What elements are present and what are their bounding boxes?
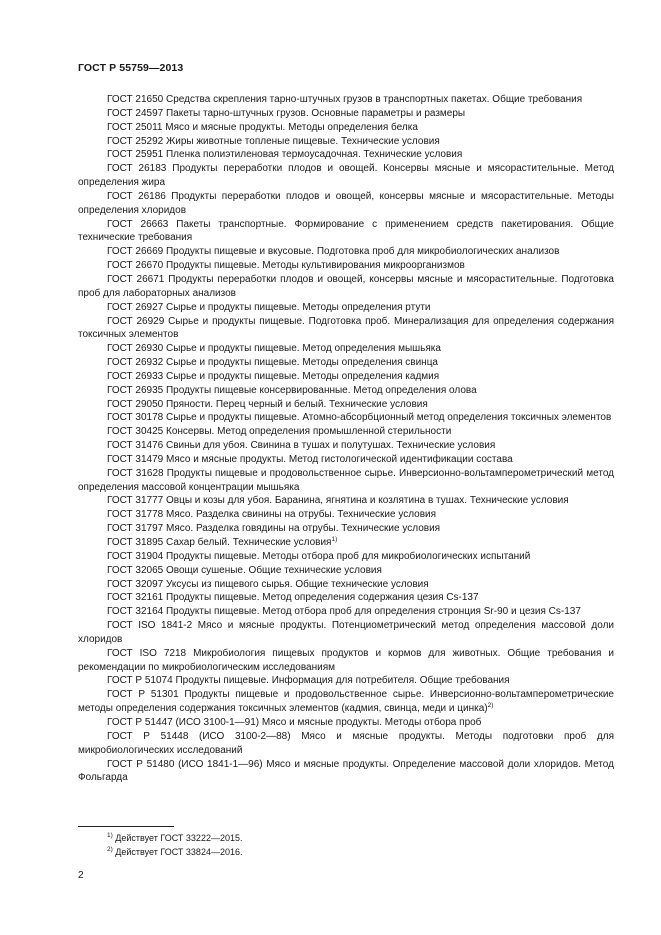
page-number: 2 — [78, 870, 84, 881]
footnote-marker: 2) — [487, 702, 494, 710]
reference-entry-with-footnote — [78, 536, 614, 550]
reference-entry: ГОСТ 31797 Мясо. Разделка говядины на отрубы. Технические условия — [107, 523, 441, 535]
reference-entry: ГОСТ 26929 Сырье и продукты пищевые. Подготовка проб. Минерализация для определения содержания токсичных элементов — [78, 315, 614, 341]
document-code: ГОСТ Р 55759—2013 — [78, 62, 184, 74]
reference-entry: ГОСТ 25951 Пленка полиэтиленовая термоусадочная. Технические условия — [107, 149, 463, 161]
reference-text: ГОСТ Р 51301 Продукты пищевые и продовольственное сырье. Инверсионно-вольтамперометрические методы определения содержания токсичных элементов (кадмия, свинца, меди и цинка) — [78, 689, 614, 715]
reference-entry: ГОСТ 32161 Продукты пищевые. Метод определения содержания цезия Cs-137 — [107, 592, 479, 604]
reference-text: ГОСТ 31895 Сахар белый. Технические условия — [107, 537, 332, 548]
footnotes — [107, 831, 507, 859]
reference-entry: ГОСТ Р 51480 (ИСО 1841-1—96) Мясо и мясные продукты. Определение массовой доли хлоридов. Метод Фольгарда — [78, 758, 614, 784]
reference-entry: ГОСТ 26669 Продукты пищевые и вкусовые. Подготовка проб для микробиологических анализов — [107, 246, 560, 258]
reference-entry: ГОСТ Р 51448 (ИСО 3100-2—88) Мясо и мясные продукты. Методы подготовки проб для микробиологических исследований — [78, 730, 614, 756]
reference-entry: ГОСТ 26930 Сырье и продукты пищевые. Метод определения мышьяка — [107, 343, 441, 355]
reference-entry: ГОСТ 31479 Мясо и мясные продукты. Метод гистологической идентификации состава — [107, 453, 513, 465]
reference-entry: ГОСТ 25292 Жиры животные топленые пищевые. Технические условия — [107, 135, 440, 147]
reference-entry: ГОСТ 24597 Пакеты тарно-штучных грузов. Основные параметры и размеры — [107, 107, 466, 119]
reference-entry: ГОСТ 26183 Продукты переработки плодов и овощей. Консервы мясные и мясорастительные. Метод определения жира — [78, 163, 614, 189]
reference-entry: ГОСТ 30178 Сырье и продукты пищевые. Атомно-абсорбционный метод определения токсичных элементов — [107, 412, 612, 424]
reference-entry: ГОСТ 32065 Овощи сушеные. Общие технические условия — [107, 564, 382, 576]
reference-entry: ГОСТ 26932 Сырье и продукты пищевые. Методы определения свинца — [107, 357, 438, 369]
reference-entry: ГОСТ 31476 Свиньи для убоя. Свинина в тушах и полутушах. Технические условия — [107, 440, 496, 452]
reference-entry: ГОСТ 32097 Уксусы из пищевого сырья. Общие технические условия — [107, 578, 429, 590]
footnote-text: Действует ГОСТ 33222—2015. — [115, 833, 243, 843]
reference-entry: ГОСТ 26933 Сырье и продукты пищевые. Методы определения кадмия — [107, 370, 440, 382]
reference-entry: ГОСТ 26663 Пакеты транспортные. Формирование с применением средств пакетирования. Общие технические требования — [78, 218, 614, 244]
footnote-marker: 1) — [107, 832, 113, 839]
reference-entry-with-footnote — [78, 688, 614, 716]
reference-entry: ГОСТ 25011 Мясо и мясные продукты. Методы определения белка — [107, 121, 418, 133]
reference-entry: ГОСТ 30425 Консервы. Метод определения промышленной стерильности — [107, 426, 452, 438]
footnote-separator — [78, 826, 174, 827]
reference-entry: ГОСТ 26186 Продукты переработки плодов и овощей, консервы мясные и мясорастительные. Методы определения хлоридов — [78, 190, 614, 216]
reference-entry: ГОСТ 31777 Овцы и козы для убоя. Баранина, ягнятина и козлятина в тушах. Технические условия — [107, 495, 569, 507]
footnote-1 — [107, 831, 507, 845]
reference-entry: ГОСТ 31778 Мясо. Разделка свинины на отрубы. Технические условия — [107, 509, 437, 521]
reference-entry: ГОСТ 21650 Средства скрепления тарно-штучных грузов в транспортных пакетах. Общие требования — [107, 94, 583, 105]
reference-entry: ГОСТ 26670 Продукты пищевые. Методы культивирования микроорганизмов — [107, 260, 465, 272]
reference-entry: ГОСТ 31628 Продукты пищевые и продовольственное сырье. Инверсионно-вольтамперометрический метод определения массовой концентрации мышьяка — [78, 467, 614, 493]
footnote-marker: 2) — [107, 846, 113, 853]
footnote-2 — [107, 845, 507, 859]
reference-entry: ГОСТ Р 51074 Продукты пищевые. Информация для потребителя. Общие требования — [107, 675, 510, 687]
reference-entry: ГОСТ ISO 1841-2 Мясо и мясные продукты. Потенциометрический метод определения массовой доли хлоридов — [78, 620, 614, 645]
normative-references-list — [78, 93, 614, 785]
footnote-text: Действует ГОСТ 33824—2016. — [115, 847, 243, 857]
reference-entry: ГОСТ 26671 Продукты переработки плодов и овощей, консервы мясные и мясорастительные. Подготовка проб для лабораторных анализов — [78, 273, 614, 299]
reference-entry: ГОСТ 32164 Продукты пищевые. Метод отбора проб для определения стронция Sr-90 и цезия Cs-137 — [107, 606, 581, 618]
reference-entry: ГОСТ 26927 Сырье и продукты пищевые. Методы определения ртути — [107, 301, 431, 313]
footnote-marker: 1) — [331, 536, 338, 543]
reference-entry: ГОСТ 29050 Пряности. Перец черный и белый. Технические условия — [107, 398, 428, 410]
reference-entry: ГОСТ ISO 7218 Микробиология пищевых продуктов и кормов для животных. Общие требования и рекомендации по микробиологическим исследованиям — [78, 647, 614, 673]
reference-entry: ГОСТ Р 51447 (ИСО 3100-1—91) Мясо и мясные продукты. Методы отбора проб — [107, 716, 482, 728]
reference-entry: ГОСТ 26935 Продукты пищевые консервированные. Метод определения олова — [107, 384, 477, 396]
reference-entry: ГОСТ 31904 Продукты пищевые. Методы отбора проб для микробиологических испытаний — [107, 550, 531, 562]
